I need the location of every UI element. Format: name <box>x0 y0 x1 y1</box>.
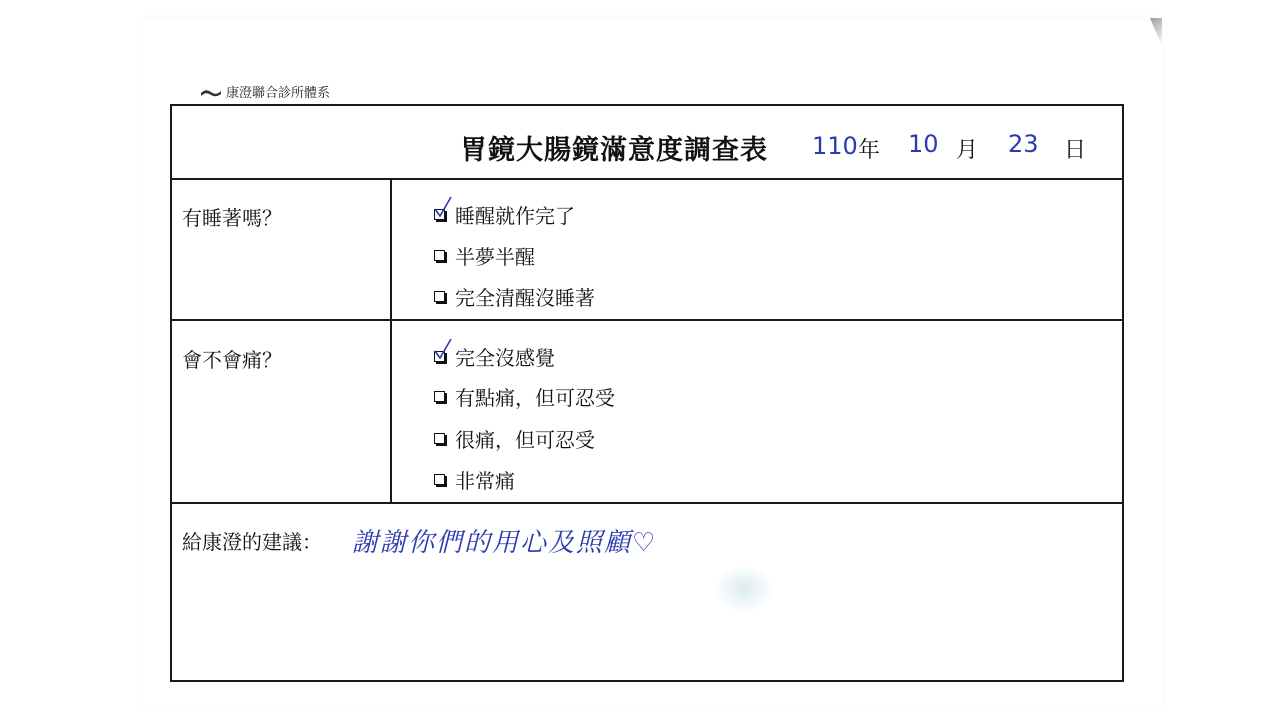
checkbox-empty[interactable] <box>434 433 445 444</box>
divider-q2 <box>172 502 1122 504</box>
survey-form <box>170 104 1124 682</box>
option-pain-3[interactable] <box>434 424 595 453</box>
divider-title <box>172 178 1122 180</box>
checkbox-empty[interactable] <box>434 391 445 402</box>
month-label: 月 <box>956 138 979 163</box>
option-pain-2[interactable] <box>434 382 615 411</box>
option-label: 完全沒感覺 <box>455 346 555 370</box>
option-label: 半夢半醒 <box>455 245 535 269</box>
survey-title: 胃鏡大腸鏡滿意度調查表 <box>460 135 768 166</box>
title-row <box>172 106 1122 180</box>
checkmark-icon <box>433 196 453 218</box>
checkbox-empty[interactable] <box>434 291 445 302</box>
checkmark-icon <box>433 338 453 360</box>
option-sleep-2[interactable] <box>434 241 535 270</box>
question-pain-label: 會不會痛？ <box>182 348 282 372</box>
option-pain-1[interactable] <box>434 342 555 371</box>
option-label: 睡醒就作完了 <box>455 204 575 228</box>
question-sleep-label: 有睡著嗎？ <box>182 206 282 230</box>
option-sleep-1[interactable] <box>434 200 575 229</box>
divider-q1 <box>172 319 1122 321</box>
suggestion-handwritten: 謝謝你們的用心及照顧♡ <box>352 528 658 558</box>
ink-smudge <box>714 564 774 614</box>
option-pain-4[interactable] <box>434 465 515 494</box>
option-label: 很痛，但可忍受 <box>455 428 595 452</box>
day-handwritten: 23 <box>1008 130 1039 158</box>
option-label: 有點痛，但可忍受 <box>455 386 615 410</box>
year-handwritten: 110 <box>812 132 858 160</box>
month-handwritten: 10 <box>908 130 939 158</box>
option-label: 完全清醒沒睡著 <box>455 286 595 310</box>
option-sleep-3[interactable] <box>434 282 595 311</box>
checkbox-checked[interactable] <box>434 209 445 220</box>
checkbox-checked[interactable] <box>434 351 445 362</box>
column-divider <box>390 180 392 502</box>
suggestion-label: 給康澄的建議： <box>182 530 322 554</box>
clinic-logo-icon <box>200 87 222 97</box>
option-label: 非常痛 <box>455 469 515 493</box>
checkbox-empty[interactable] <box>434 250 445 261</box>
clinic-brand <box>200 82 330 101</box>
clinic-name: 康澄聯合診所體系 <box>226 86 331 101</box>
year-label: 年 <box>858 138 881 163</box>
checkbox-empty[interactable] <box>434 474 445 485</box>
day-label: 日 <box>1064 138 1087 163</box>
